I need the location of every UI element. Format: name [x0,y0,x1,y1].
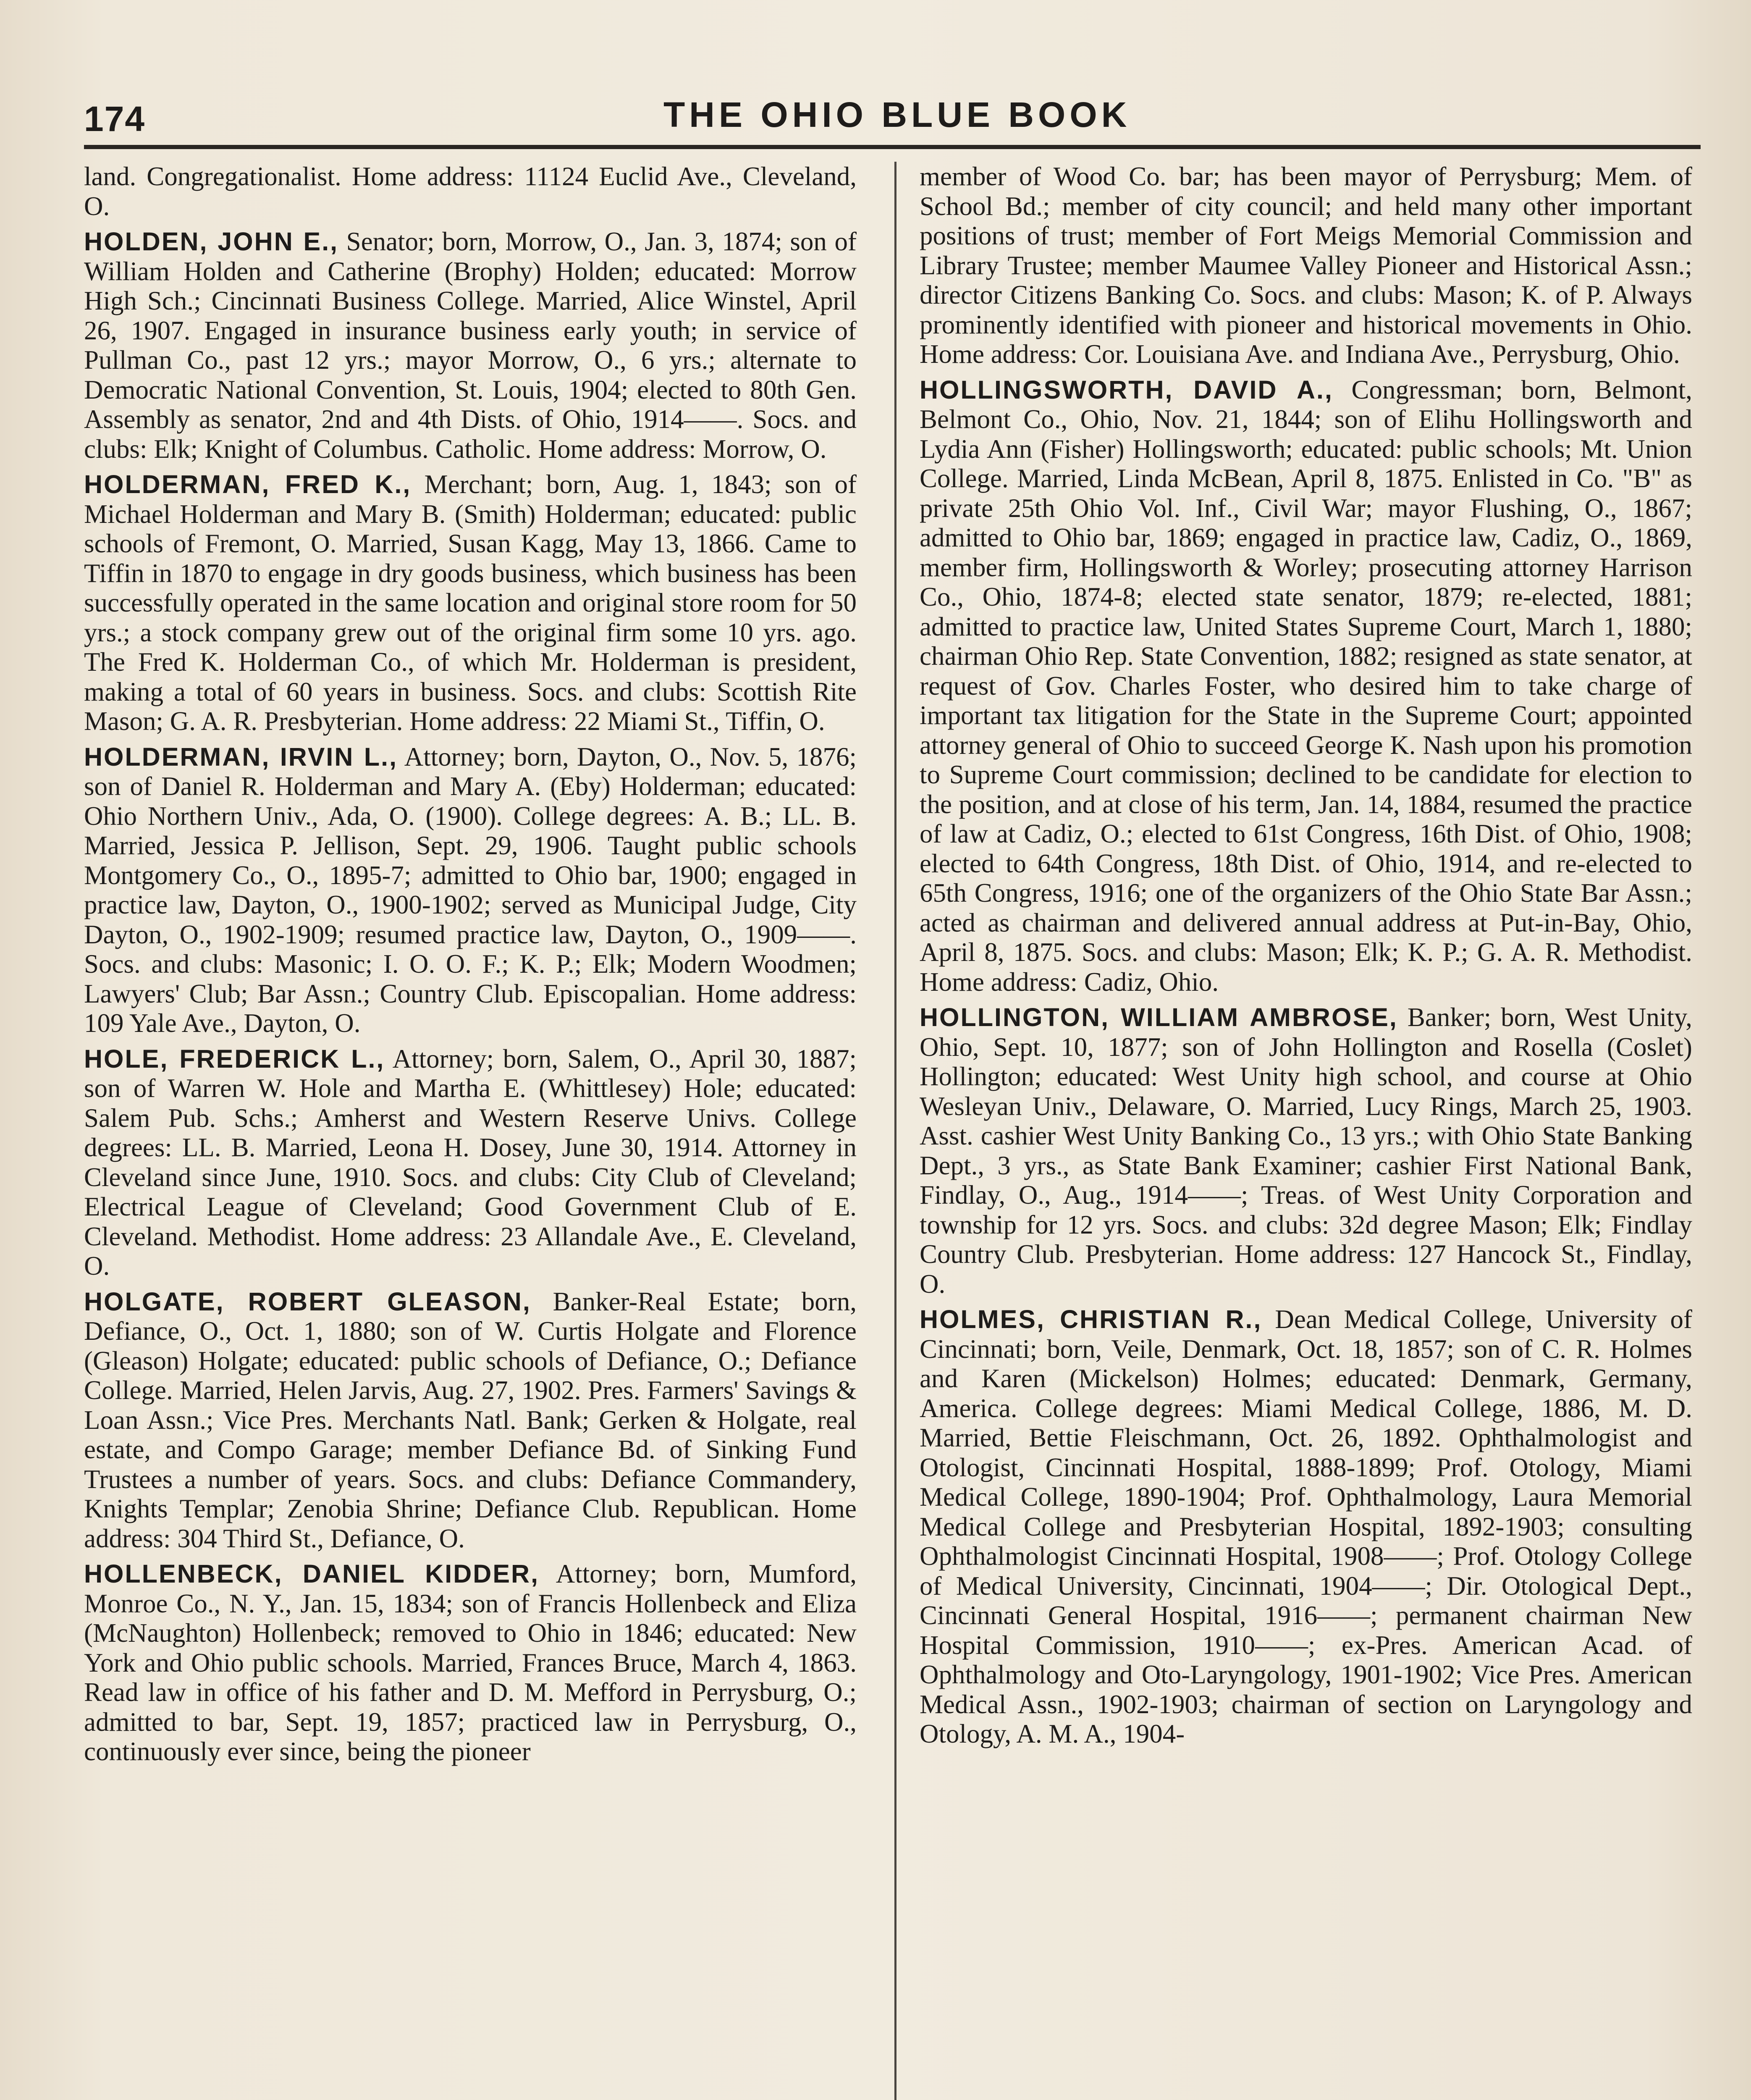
entry-text: Attorney; born, Dayton, O., Nov. 5, 1876; son of Daniel R. Holderman and Mary A. (Eby) Holderman; educated: Ohio Northern Univ., Ada, O. (1900). College degrees: A. B.; LL. B. Married, Jessica P. Jellison, Sept. 29, 1906. Taught public schools Montgomery Co., O., 1895-7; admitted to Ohio bar, 1900; engaged in practice law, Dayton, O., 1900-1902; served as Municipal Judge, City Dayton, O., 1902-1909; resumed practice law, Dayton, O., 1909——. Socs. and clubs: Masonic; I. O. O. F.; K. P.; Elk; Modern Woodmen; Lawyers' Club; Bar Assn.; Country Club. Episcopalian. Home address: 109 Yale Ave., Dayton, O. [84,742,857,1038]
entry-name: HOLDERMAN, IRVIN L., [84,742,398,771]
entry-text: Attorney; born, Mumford, Monroe Co., N. Y., Jan. 15, 1834; son of Francis Hollenbeck and Eliza (McNaughton) Hollenbeck; removed to Ohio in 1846; educated: New York and Ohio public schools. Married, Frances Bruce, March 4, 1863. Read law in office of his father and D. M. Mefford in Perrysburg, O.; admitted to bar, Sept. 19, 1857; practiced law in Perrysburg, O., continuously ever since, being the pioneer [84,1559,857,1766]
left-column [84,162,857,2100]
entry-name: HOLLINGSWORTH, DAVID A., [920,375,1333,404]
entry-text: member of Wood Co. bar; has been mayor of Perrysburg; Mem. of School Bd.; member of city council; and held many other important positions of trust; member of Fort Meigs Memorial Commission and Library Trustee; member Maumee Valley Pioneer and Historical Assn.; director Citizens Banking Co. Socs. and clubs: Mason; K. of P. Always prominently identified with pioneer and historical movements in Ohio. Home address: Cor. Louisiana Ave. and Indiana Ave., Perrysburg, Ohio. [920,162,1692,369]
entry-name: HOLDERMAN, FRED K., [84,470,412,499]
entry-name: HOLMES, CHRISTIAN R., [920,1305,1262,1334]
column-divider [894,162,896,2100]
biography-entry [920,1003,1692,1299]
entry-text: Banker-Real Estate; born, Defiance, O., Oct. 1, 1880; son of W. Curtis Holgate and Florence (Gleason) Holgate; educated: public schools of Defiance, O.; Defiance College. Married, Helen Jarvis, Aug. 27, 1902. Pres. Farmers' Savings & Loan Assn.; Vice Pres. Merchants Natl. Bank; Gerken & Holgate, real estate, and Compo Garage; member Defiance Bd. of Sinking Fund Trustees a number of years. Socs. and clubs: Defiance Commandery, Knights Templar; Zenobia Shrine; Defiance Club. Republican. Home address: 304 Third St., Defiance, O. [84,1286,857,1553]
entry-name: HOLE, FREDERICK L., [84,1044,385,1073]
entry-text: Congressman; born, Belmont, Belmont Co., Ohio, Nov. 21, 1844; son of Elihu Hollingsworth and Lydia Ann (Fisher) Hollingsworth; educated: public schools; Mt. Union College. Married, Linda McBean, April 8, 1875. Enlisted in Co. "B" as private 25th Ohio Vol. Inf., Civil War; mayor Flushing, O., 1867; admitted to Ohio bar, 1869; engaged in practice law, Cadiz, O., 1869, member firm, Hollingsworth & Worley; prosecuting attorney Harrison Co., Ohio, 1874-8; elected state senator, 1879; re-elected, 1881; admitted to practice law, United States Supreme Court, March 1, 1880; chairman Ohio Rep. State Convention, 1882; resigned as state senator, at request of Gov. Charles Foster, who desired him to take charge of important tax litigation for the State in the Supreme Court; appointed attorney general of Ohio to succeed George K. Nash upon his promotion to Supreme Court commission; declined to be candidate for election to the position, and at close of his term, Jan. 14, 1884, resumed the practice of law at Cadiz, O.; elected to 61st Congress, 16th Dist. of Ohio, 1908; elected to 64th Congress, 18th Dist. of Ohio, 1914, and re-elected to 65th Congress, 1916; one of the organizers of the Ohio State Bar Assn.; acted as chairman and delivered annual address at Put-in-Bay, Ohio, April 8, 1875. Socs. and clubs: Mason; Elk; K. P.; G. A. R. Methodist. Home address: Cadiz, Ohio. [920,375,1692,997]
entry-name: HOLGATE, ROBERT GLEASON, [84,1287,531,1316]
header-rule [84,145,1701,149]
biography-entry [920,375,1692,997]
page-header [84,90,1701,153]
entry-text: Banker; born, West Unity, Ohio, Sept. 10, 1877; son of John Hollington and Rosella (Coslet) Hollington; educated: West Unity high school, and course at Ohio Wesleyan Univ., Delaware, O. Married, Lucy Rings, March 25, 1903. Asst. cashier West Unity Banking Co., 13 yrs.; with Ohio State Banking Dept., 3 yrs., as State Bank Examiner; cashier First National Bank, Findlay, O., Aug., 1914——; Treas. of West Unity Corporation and township for 12 yrs. Socs. and clubs: 32d degree Mason; Elk; Findlay Country Club. Presbyterian. Home address: 127 Hancock St., Findlay, O. [920,1003,1692,1299]
entry-name: HOLLINGTON, WILLIAM AMBROSE, [920,1003,1398,1032]
entry-name: HOLDEN, JOHN E., [84,227,339,256]
entry-text: Attorney; born, Salem, O., April 30, 1887; son of Warren W. Hole and Martha E. (Whittlesey) Hole; educated: Salem Pub. Schs.; Amherst and Western Reserve Univs. College degrees: LL. B. Married, Leona H. Dosey, June 30, 1914. Attorney in Cleveland since June, 1910. Socs. and clubs: City Club of Cleveland; Electrical League of Cleveland; Good Government Club of E. Cleveland. Methodist. Home address: 23 Allandale Ave., E. Cleveland, O. [84,1044,857,1281]
biography-entry [84,1287,857,1554]
biography-entry [920,1305,1692,1749]
entry-name: HOLLENBECK, DANIEL KIDDER, [84,1559,540,1588]
continued-entry [920,162,1692,369]
entry-text: land. Congregationalist. Home address: 11124 Euclid Ave., Cleveland, O. [84,162,857,221]
entry-text: Merchant; born, Aug. 1, 1843; son of Michael Holderman and Mary B. (Smith) Holderman; educated: public schools of Fremont, O. Married, Susan Kagg, May 13, 1866. Came to Tiffin in 1870 to engage in dry goods business, which business has been successfully operated in the same location and original store room for 50 yrs.; a stock company grew out of the original firm some 10 yrs. ago. The Fred K. Holderman Co., of which Mr. Holderman is president, making a total of 60 years in business. Socs. and clubs: Scottish Rite Mason; G. A. R. Presbyterian. Home address: 22 Miami St., Tiffin, O. [84,470,857,736]
biography-entry [84,470,857,736]
page-number: 174 [84,99,146,139]
continued-entry [84,162,857,221]
biography-entry [84,227,857,464]
entry-text: Senator; born, Morrow, O., Jan. 3, 1874; son of William Holden and Catherine (Brophy) Holden; educated: Morrow High Sch.; Cincinnati Business College. Married, Alice Winstel, April 26, 1907. Engaged in insurance business early youth; in service of Pullman Co., past 12 yrs.; mayor Morrow, O., 6 yrs.; alternate to Democratic National Convention, St. Louis, 1904; elected to 80th Gen. Assembly as senator, 2nd and 4th Dists. of Ohio, 1914——. Socs. and clubs: Elk; Knight of Columbus. Catholic. Home address: Morrow, O. [84,227,857,464]
entry-text: Dean Medical College, University of Cincinnati; born, Veile, Denmark, Oct. 18, 1857; son of C. R. Holmes and Karen (Mickelson) Holmes; educated: Denmark, Germany, America. College degrees: Miami Medical College, 1886, M. D. Married, Bettie Fleischmann, Oct. 26, 1892. Ophthalmologist and Otologist, Cincinnati Hospital, 1888-1899; Prof. Otology, Miami Medical College, 1890-1904; Prof. Ophthalmology, Laura Memorial Medical College and Presbyterian Hospital, 1892-1903; consulting Ophthalmologist Cincinnati Hospital, 1908——; Prof. Otology College of Medical University, Cincinnati, 1904——; Dir. Otological Dept., Cincinnati General Hospital, 1916——; permanent chairman New Hospital Commission, 1910——; ex-Pres. American Acad. of Ophthalmology and Oto-Laryngology, 1901-1902; Vice Pres. American Medical Assn., 1902-1903; chairman of section on Laryngology and Otology, A. M. A., 1904- [920,1305,1692,1748]
biography-entry [84,1044,857,1281]
biography-entry [84,742,857,1038]
biography-entry [84,1559,857,1767]
running-title: THE OHIO BLUE BOOK [663,95,1131,134]
right-column [920,162,1692,2100]
